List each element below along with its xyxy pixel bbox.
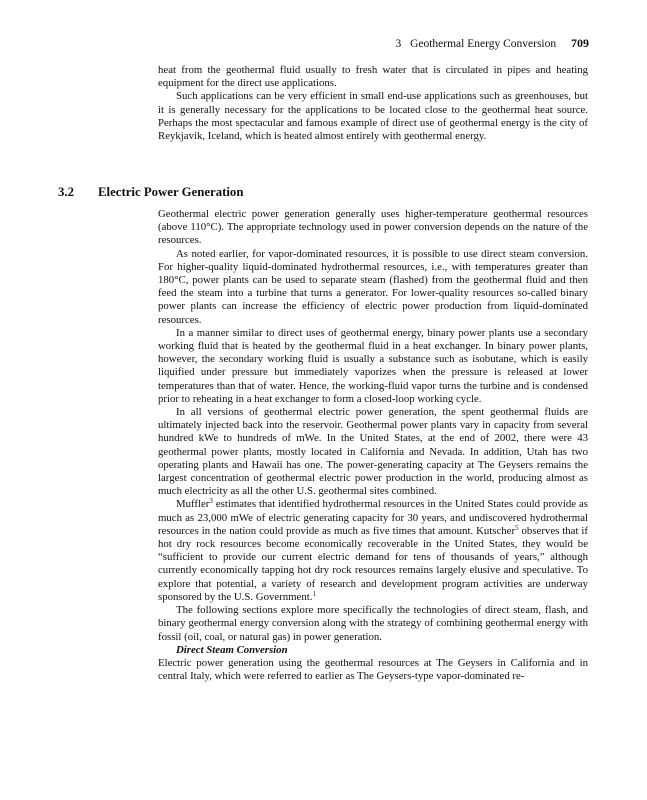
- section-paragraph-5: [158, 498, 588, 604]
- intro-paragraph-2: Such applications can be very efficient in small end-use applications such as greenhouses, but it is generally necessary for the applications to be located close to the geothermal heat source. Perhaps the most spectacular and famous example of direct use of geothermal energy is the city of Reykjavik, Iceland, which is heated almost entirely with geothermal energy.: [158, 90, 588, 143]
- intro-paragraph-1: heat from the geothermal fluid usually to fresh water that is circulated in pipes and heating equipment for the direct use applications.: [158, 64, 588, 90]
- p5-part-a: Muffler: [176, 498, 210, 511]
- p5-part-b: estimates that identified hydrothermal resources in the United States could provide as much as 23,000 mWe of electric generating capacity for 30 years, and undiscovered hydrothermal resources in the nation could provide as much as five times that amount. Kutscher: [158, 498, 588, 537]
- header-section-number: 3: [395, 38, 402, 50]
- p5-part-c: observes that if hot dry rock resources become economically recoverable in the United States, they would be “sufficient to provide our current electric demand for tens of thousands of years,” although currently economically tapping hot dry rock resources remains largely elusive and speculative. To explore that potential, a variety of research and development program activities are underway sponsored by the U.S. Government.: [158, 524, 588, 603]
- section-paragraph-6: The following sections explore more specifically the technologies of direct steam, flash, and binary geothermal energy conversion along with the strategy of combining geothermal energy with fossil (oil, coal, or natural gas) in power generation.: [158, 604, 588, 643]
- page-number: 709: [571, 36, 589, 50]
- section-paragraph-1: Geothermal electric power generation generally uses higher-temperature geothermal resources (above 110°C). The appropriate technology used in power conversion depends on the nature of the resources.: [158, 208, 588, 247]
- section-number: 3.2: [58, 185, 74, 199]
- header-chapter-title: Geothermal Energy Conversion: [410, 38, 557, 50]
- section-paragraph-2: As noted earlier, for vapor-dominated resources, it is possible to use direct steam conversion. For higher-quality liquid-dominated hydrothermal resources, i.e., with temperatures greater than 180°C, power plants can be used to separate steam (flashed) from the geothermal fluid and then feed the steam into a turbine that turns a generator. For lower-quality resources so-called binary power plants can increase the efficiency of electric power production from liquid-dominated resources.: [158, 247, 588, 326]
- section-paragraph-4: In all versions of geothermal electric power generation, the spent geothermal fluids are ultimately injected back into the reservoir. Geothermal power plants vary in capacity from several hundred kWe to hundreds of mWe. In the United States, at the end of 2002, there were 43 geothermal power plants, mostly located in California and Nevada. In addition, Utah has two operating plants and Hawaii has one. The power-generating capacity at The Geysers remains the largest concentration of geothermal electric power production in the world, producing almost as much electricity as all the other U.S. geothermal sites combined.: [158, 406, 588, 498]
- reference-5: 5: [515, 523, 519, 532]
- section-paragraph-7: Electric power generation using the geothermal resources at The Geysers in California and in central Italy, which were referred to earlier as The Geysers-type vapor-dominated re-: [158, 656, 588, 683]
- reference-3: 3: [209, 497, 213, 506]
- reference-1: 1: [312, 589, 316, 598]
- intro-text: [158, 64, 588, 143]
- section-paragraph-3: In a manner similar to direct uses of geothermal energy, binary power plants use a secondary working fluid that is heated by the geothermal fluid in a heat exchanger. In binary power plants, however, the secondary working fluid is usually a substance such as isobutane, which is easily liquified under pressure but immediately vaporizes when the pressure is released at lower temperatures than that of water. Hence, the working-fluid vapor turns the turbine and is condensed prior to reheating in a heat exchanger to form a closed-loop working cycle.: [158, 326, 588, 405]
- section-text: [158, 208, 588, 683]
- section-title: Electric Power Generation: [98, 185, 244, 199]
- running-header: [395, 36, 589, 51]
- subheading-direct-steam: Direct Steam Conversion: [176, 643, 288, 656]
- section-heading: [58, 185, 243, 200]
